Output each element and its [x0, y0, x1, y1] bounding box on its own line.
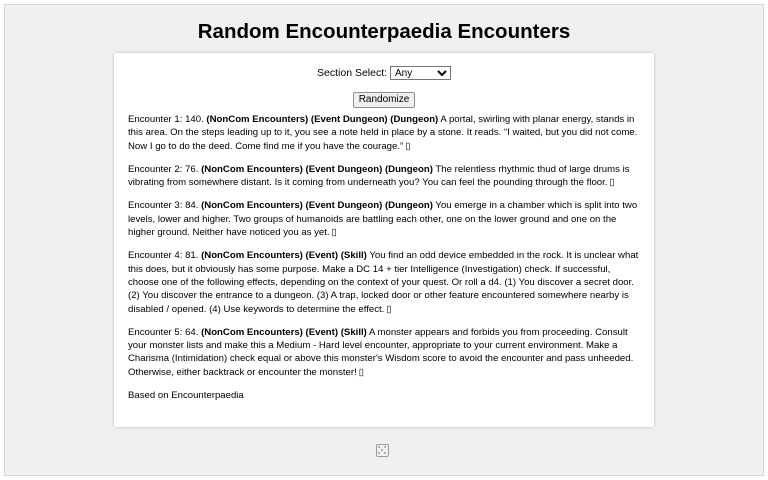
encounter-tags: (NonCom Encounters) (Event Dungeon) (Dungeon)	[201, 200, 433, 212]
encounter-prefix: Encounter 1: 140.	[128, 114, 204, 125]
encounter-item	[128, 113, 640, 153]
encounter-item	[128, 326, 640, 379]
encounter-tags: (NonCom Encounters) (Event Dungeon) (Dungeon)	[206, 114, 439, 125]
page-title: Random Encounterpaedia Encounters	[197, 20, 571, 43]
encounter-item	[128, 199, 640, 239]
footer-credit: Based on Encounterpaedia	[128, 390, 244, 402]
dice-pip	[378, 446, 380, 448]
encounter-prefix: Encounter 2: 76.	[128, 163, 199, 175]
encounter-item	[128, 249, 640, 315]
missing-glyph-icon: ▯	[609, 177, 615, 189]
randomize-button[interactable]: Randomize	[353, 92, 416, 108]
page-background	[4, 4, 764, 476]
missing-glyph-icon: ▯	[358, 366, 365, 378]
section-select[interactable]	[390, 66, 451, 80]
encounter-tags: (NonCom Encounters) (Event) (Skill)	[201, 250, 367, 262]
encounter-list	[128, 113, 640, 402]
encounter-tags: (NonCom Encounters) (Event Dungeon) (Dungeon)	[201, 163, 433, 175]
dice-icon[interactable]	[376, 444, 389, 457]
dice-pip	[378, 452, 380, 454]
encounter-tags: (NonCom Encounters) (Event) (Skill)	[201, 326, 367, 338]
encounter-text: The relentless rhythmic thud of large drums is vibrating from somewhere distant. Is it coming from underneath you? You can feel the pounding through the floor.	[128, 163, 630, 189]
randomize-row	[114, 89, 654, 108]
encounter-prefix: Encounter 3: 84.	[128, 200, 199, 212]
encounter-prefix: Encounter 5: 64.	[128, 326, 199, 338]
encounter-text: A portal, swirling with planar energy, stands in this area. On the steps leading up to it, you see a note held in place by a stone. It reads. “I waited, but you did not come. Now I go to do the deed. Come find me if you have the courage.”	[128, 114, 638, 152]
encounter-item	[128, 163, 640, 190]
encounter-text: You find an odd device embedded in the rock. It is unclear what this does, but it obviously has some purpose. Make a DC 14 + tier Intelligence (Investigation) check. If successful, choose one of the following effects, depending on the context of your quest. Or roll a d4. (1) You discover a secret door. (2) You discover the entrance to a dungeon. (3) A trap, locked door or other feature encountered somewhere nearby is disabled / opened. (4) Use keywords to determine the effect.	[128, 250, 639, 315]
missing-glyph-icon: ▯	[405, 140, 411, 152]
encounter-text: A monster appears and forbids you from proceeding. Consult your monster lists and make this a Medium - Hard level encounter, appropriate to your current environment. Make a Charisma (Intimidation) check equal or above this monster's Wisdom score to avoid the encounter and pass unheeded. Otherwise, either backtrack or encounter the monster!	[128, 326, 634, 378]
missing-glyph-icon: ▯	[331, 227, 337, 239]
section-select-label: Section Select:	[317, 67, 388, 79]
missing-glyph-icon: ▯	[386, 303, 392, 315]
section-select-row	[114, 66, 654, 80]
encounter-prefix: Encounter 4: 81.	[128, 250, 199, 262]
dice-pip	[384, 446, 386, 448]
dice-pip	[384, 452, 386, 454]
content-card	[114, 53, 654, 427]
encounter-text: You emerge in a chamber which is split into two levels, lower and higher. Two groups of humanoids are battling each other, one on the lower ground and one on the higher ground. Neither have noticed you as yet.	[128, 200, 638, 239]
dice-pip	[381, 449, 383, 451]
